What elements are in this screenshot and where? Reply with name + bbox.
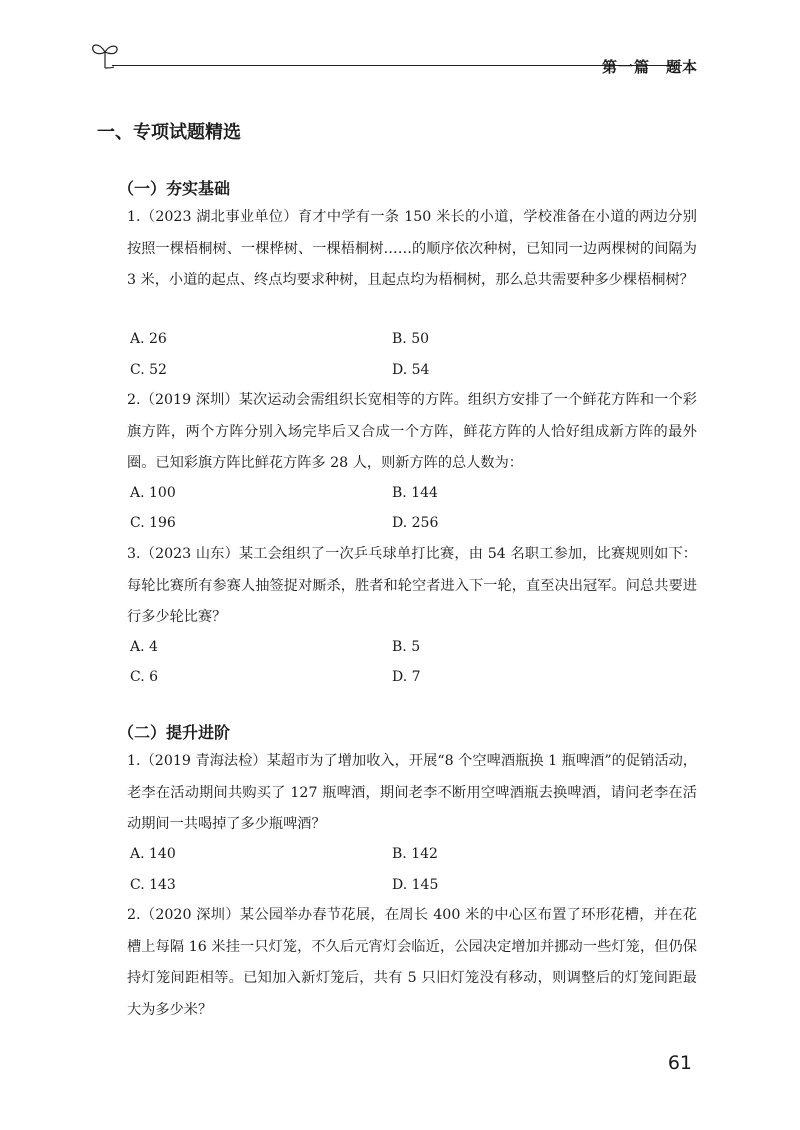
option-b: B. 50 (392, 331, 430, 347)
option-c: C. 196 (130, 515, 176, 531)
question-text: 1.（2023 湖北事业单位）育才中学有一条 150 米长的小道，学校准备在小道的两边分别按照一棵梧桐树、一棵桦树、一棵梧桐树……的顺序依次种树，已知同一边两棵树的间隔为 3 米，小道的起点、终点均要求种树，且起点均为梧桐树，那么总共需要种多少棵梧桐树？ (127, 209, 697, 288)
option-d: D. 54 (392, 362, 430, 378)
part-title: （一）夯实基础 (118, 179, 231, 198)
section-title: 一、专项试题精选 (97, 122, 241, 143)
question-text: 2.（2020 深圳）某公园举办春节花展，在周长 400 米的中心区布置了环形花槽，并在花槽上每隔 16 米挂一只灯笼，不久后元宵灯会临近，公园决定增加并挪动一些灯笼，但仍保持灯笼间距相等。已知加入新灯笼后，共有 5 只旧灯笼没有移动，则调整后的灯笼间距最大为多少米？ (127, 907, 697, 1018)
option-a: A. 4 (130, 639, 158, 655)
chapter-label: 第一篇 题本 (601, 58, 698, 76)
option-c: C. 143 (130, 877, 176, 893)
question-text: 2.（2019 深圳）某次运动会需组织长宽相等的方阵。组织方安排了一个鲜花方阵和一个彩旗方阵，两个方阵分别入场完毕后又合成一个方阵，鲜花方阵的人恰好组成新方阵的最外圈。已知彩旗方阵比鲜花方阵多 28 人，则新方阵的总人数为： (127, 392, 697, 471)
page-number: 61 (667, 1052, 692, 1074)
option-b: B. 5 (392, 639, 421, 655)
option-a: A. 140 (130, 846, 176, 862)
header-rule (112, 65, 682, 66)
option-d: D. 7 (392, 669, 421, 685)
option-c: C. 6 (130, 669, 159, 685)
option-b: B. 142 (392, 846, 438, 862)
option-a: A. 26 (130, 331, 167, 347)
question-text: 1.（2019 青海法检）某超市为了增加收入，开展“8 个空啤酒瓶换 1 瓶啤酒”的促销活动，老李在活动期间共购买了 127 瓶啤酒，期间老李不断用空啤酒瓶去换啤酒，请问老李在活动期间一共喝掉了多少瓶啤酒？ (127, 753, 697, 832)
option-a: A. 100 (130, 485, 176, 501)
running-header (90, 38, 710, 78)
part-title: （二）提升进阶 (118, 723, 231, 742)
question-text: 3.（2023 山东）某工会组织了一次乒乓球单打比赛，由 54 名职工参加，比赛规则如下：每轮比赛所有参赛人抽签捉对厮杀，胜者和轮空者进入下一轮，直至决出冠军。问总共要进行多少轮比赛？ (127, 546, 697, 625)
option-c: C. 52 (130, 362, 167, 378)
option-b: B. 144 (392, 485, 438, 501)
option-d: D. 145 (392, 877, 439, 893)
option-d: D. 256 (392, 515, 439, 531)
